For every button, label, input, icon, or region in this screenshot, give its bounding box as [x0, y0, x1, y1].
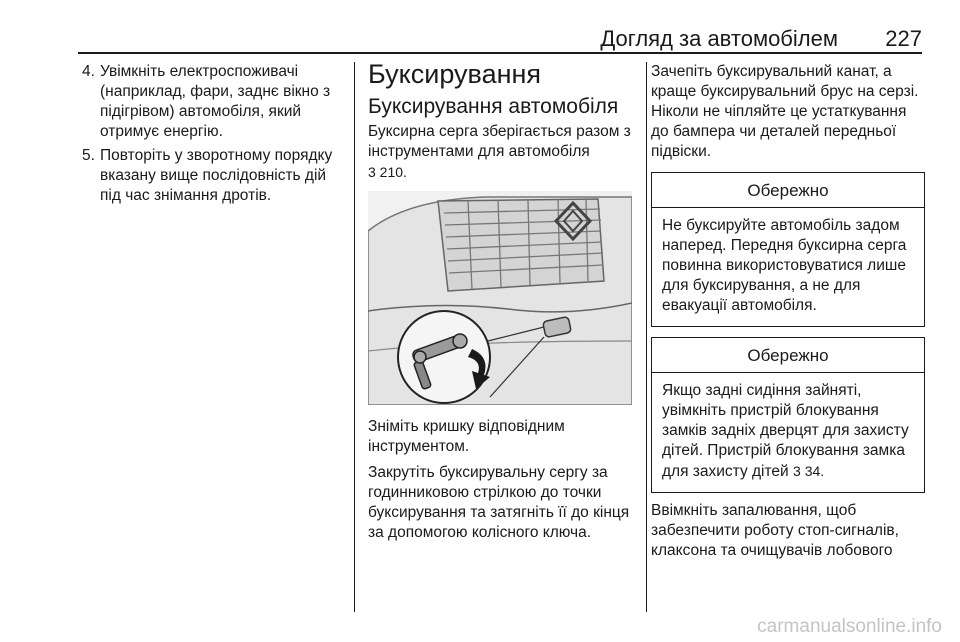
step-number: 4. [82, 63, 95, 80]
list-item [78, 146, 340, 206]
step-text: Увімкніть електроспоживачі (наприклад, фари, заднє вікно з підігрівом) автомобіля, який отримує енергію. [100, 63, 331, 140]
ignition-paragraph: Ввімкніть запалювання, щоб забезпечити роботу стоп-сигналів, клаксона та очищувачів лобового [651, 502, 899, 559]
section-title: Догляд за автомобілем [600, 26, 838, 51]
subsection-heading: Буксирування автомобіля [368, 95, 619, 118]
list-item [78, 62, 340, 142]
warning-body: Не буксируйте автомобіль задом наперед. Передня буксирна серга повинна використовуватися лише для буксирування, а не для евакуації автомобіля. [662, 217, 907, 314]
warning-box-1 [651, 172, 925, 327]
warning-title: Обережно [652, 173, 924, 208]
step-number: 5. [82, 147, 95, 164]
column-divider-1 [354, 62, 355, 612]
page-header [78, 26, 922, 54]
intro-paragraph [368, 122, 634, 183]
column-divider-2 [646, 62, 647, 612]
warning-box-2 [651, 337, 925, 493]
step-text: Повторіть у зворотному порядку вказану вище послідовність дій під час знімання дротів. [100, 147, 333, 204]
column-left [78, 62, 340, 210]
tow-rope-paragraph: Зачепіть буксирувальний канат, а краще буксирувальний брус на серзі. Ніколи не чіпляйте це устаткування до бампера чи деталей передньої підвіски. [651, 63, 919, 160]
warning-text: Якщо задні сидіння зайняті, увімкніть пристрій блокування замків задніх дверцят для захисту дітей. Пристрій блокування замка для захисту дітей [662, 382, 909, 480]
column-middle [368, 59, 634, 549]
warning-title: Обережно [652, 338, 924, 373]
steps-list [78, 62, 340, 206]
page-reference: 3 210. [368, 164, 407, 180]
warning-body [652, 373, 924, 492]
watermark: carmanualsonline.info [757, 616, 942, 637]
remove-cover-paragraph: Зніміть кришку відповідним інструментом. [368, 418, 565, 455]
tow-hook-image [368, 191, 632, 405]
page-number: 227 [885, 26, 922, 51]
section-heading: Буксирування [368, 59, 542, 89]
screw-hook-paragraph: Закрутіть буксирувальну сергу за годинниковою стрілкою до точки буксирування та затягніть її до кінця за допомогою колісного ключа. [368, 464, 630, 541]
column-right [651, 62, 925, 567]
page-reference: 3 34. [793, 463, 825, 479]
intro-text: Буксирна серга зберігається разом з інструментами для автомобіля [368, 123, 631, 160]
tow-hook-illustration [368, 191, 632, 405]
